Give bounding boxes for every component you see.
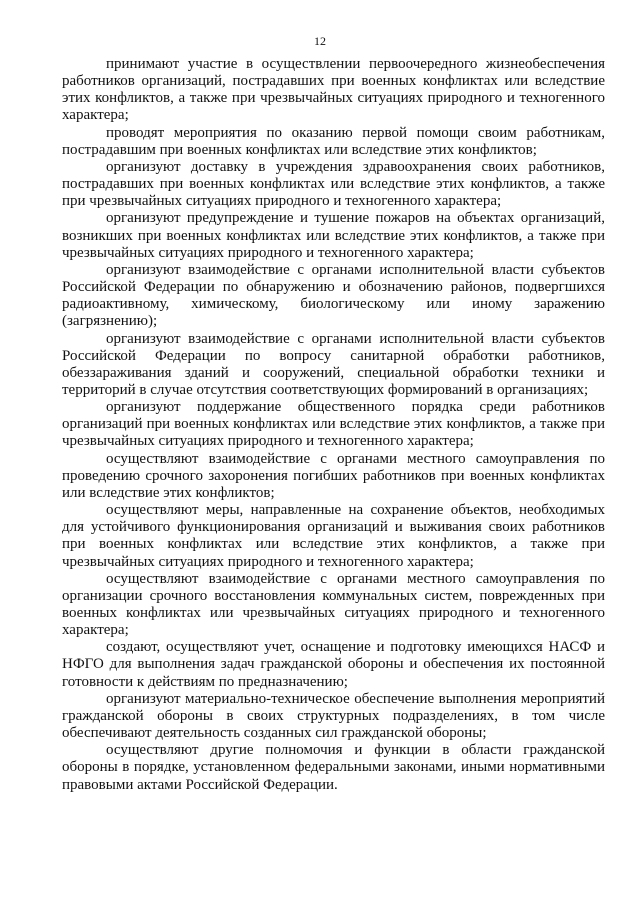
paragraph-nasf-nfgo: создают, осуществляют учет, оснащение и подготовку имеющихся НАСФ и НФГО для выполнения задач гражданской обороны и обеспечения их постоянной готовности к действиям по предназначению; [62,639,605,690]
document-body [62,56,605,794]
paragraph-sanitary-treatment: организуют взаимодействие с органами исполнительной власти субъектов Российской Федерации по вопросу санитарной обработки работников, обеззараживания зданий и сооружений, специальной обработки техники и территорий в случае отсутствия соответствующих формирований в организациях; [62,330,605,398]
paragraph-medical-delivery: организуют доставку в учреждения здравоохранения своих работников, пострадавших при военных конфликтах или вследствие этих конфликтов, а также при чрезвычайных ситуациях природного и техногенного характера; [62,158,605,210]
paragraph-public-order: организуют поддержание общественного порядка среди работников организаций при военных конфликтах или вследствие этих конфликтов, а также при чрезвычайных ситуациях природного и техногенного характера; [62,399,605,450]
paragraph-logistics: организуют материально-техническое обеспечение выполнения мероприятий гражданской обороны в своих структурных подразделениях, в том числе обеспечивают деятельность созданных сил гражданской обороны; [62,690,605,742]
paragraph-life-support: принимают участие в осуществлении первоочередного жизнеобеспечения работников организаций, пострадавших при военных конфликтах или вследствие этих конфликтов, а также при чрезвычайных ситуациях природного и техногенного характера; [62,56,605,124]
paragraph-burial: осуществляют взаимодействие с органами местного самоуправления по проведению срочного захоронения погибших работников при военных конфликтах или вследствие этих конфликтов; [62,450,605,501]
paragraph-fire-prevention: организуют предупреждение и тушение пожаров на объектах организаций, возникших при военных конфликтах или вследствие этих конфликтов, а также при чрезвычайных ситуациях природного и техногенного характера; [62,210,605,261]
page-number: 12 [314,34,326,48]
paragraph-first-aid: проводят мероприятия по оказанию первой помощи своим работникам, пострадавшим при военных конфликтах или вследствие этих конфликтов; [62,124,605,158]
paragraph-contamination-detection: организуют взаимодействие с органами исполнительной власти субъектов Российской Федерации по обнаружению и обозначению районов, подвергшихся радиоактивному, химическому, биологическому или иному заражению (загрязнению); [62,261,605,330]
paragraph-utility-restoration: осуществляют взаимодействие с органами местного самоуправления по организации срочного восстановления коммунальных систем, поврежденных при военных конфликтах или чрезвычайных ситуациях природного и техногенного характера; [62,570,605,639]
paragraph-object-preservation: осуществляют меры, направленные на сохранение объектов, необходимых для устойчивого функционирования организаций и выживания своих работников при военных конфликтах или вследствие этих конфликтов, а также при чрезвычайных ситуациях природного и техногенного характера; [62,502,605,570]
paragraph-other-powers: осуществляют другие полномочия и функции в области гражданской обороны в порядке, установленном федеральными законами, иными нормативными правовыми актами Российской Федерации. [62,742,605,793]
